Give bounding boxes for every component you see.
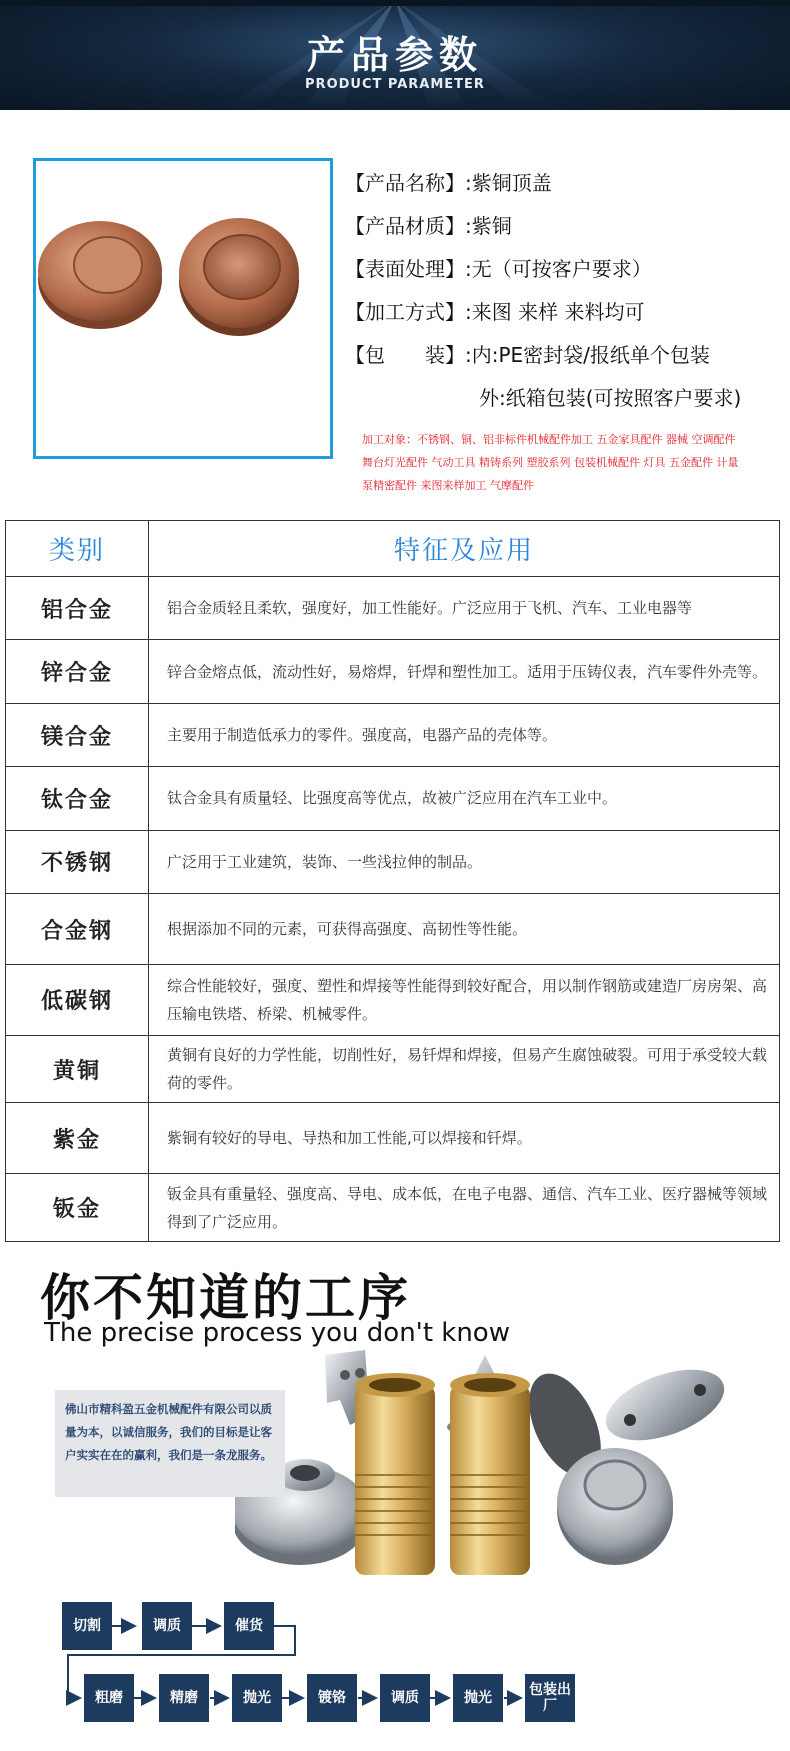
table-row — [6, 894, 780, 965]
category-cell: 钣金 — [6, 1174, 149, 1242]
info-value: :内:PE密封袋/报纸单个包装 — [465, 343, 710, 367]
banner-title: 产品参数 — [306, 33, 483, 77]
description-cell: 主要用于制造低承力的零件。强度高，电器产品的壳体等。 — [149, 703, 780, 766]
description-cell: 综合性能较好，强度、塑性和焊接等性能得到较好配合，用以制作钢筋或建造厂房房架、高压输电铁塔、桥梁、机械零件。 — [149, 964, 780, 1035]
table-row — [6, 767, 780, 830]
info-row-material — [345, 211, 785, 254]
info-row-method — [345, 297, 785, 340]
table-row — [6, 1035, 780, 1103]
step-rough-grind: 粗磨 — [84, 1674, 134, 1722]
step-fine-grind: 精磨 — [159, 1674, 209, 1722]
header-category: 类别 — [6, 521, 149, 577]
banner-subtitle: PRODUCT PARAMETER — [305, 77, 485, 92]
description-cell: 锌合金熔点低，流动性好，易熔焊，钎焊和塑性加工。适用于压铸仪表，汽车零件外壳等。 — [149, 640, 780, 703]
header-feature: 特征及应用 — [149, 521, 780, 577]
info-row-packaging — [345, 340, 785, 383]
description-cell: 紫铜有较好的导电、导热和加工性能,可以焊接和钎焊。 — [149, 1103, 780, 1174]
category-cell: 不锈钢 — [6, 830, 149, 893]
info-value: :无（可按客户要求） — [465, 257, 652, 281]
category-cell: 紫金 — [6, 1103, 149, 1174]
info-row-surface — [345, 254, 785, 297]
step-tempering-2: 调质 — [380, 1674, 430, 1722]
table-row — [6, 577, 780, 640]
company-intro — [55, 1390, 285, 1497]
description-cell: 铝合金质轻且柔软，强度好，加工性能好。广泛应用于飞机、汽车、工业电器等 — [149, 577, 780, 640]
material-table — [5, 520, 780, 1242]
info-value: :来图 来样 来料均可 — [465, 300, 645, 324]
category-cell: 低碳钢 — [6, 964, 149, 1035]
table-row — [6, 830, 780, 893]
step-tempering: 调质 — [142, 1602, 192, 1650]
header-banner — [0, 0, 790, 110]
step-cutting: 切割 — [62, 1602, 112, 1650]
table-row — [6, 640, 780, 703]
category-cell: 铝合金 — [6, 577, 149, 640]
category-cell: 镁合金 — [6, 703, 149, 766]
step-polish: 抛光 — [232, 1674, 282, 1722]
description-cell: 广泛用于工业建筑，装饰、一些浅拉伸的制品。 — [149, 830, 780, 893]
step-expedite: 催货 — [224, 1602, 274, 1650]
info-value: :紫铜顶盖 — [465, 171, 552, 195]
table-row — [6, 964, 780, 1035]
process-subtitle: The precise process you don't know — [44, 1318, 510, 1348]
description-cell: 根据添加不同的元素，可获得高强度、高韧性等性能。 — [149, 894, 780, 965]
product-photo — [33, 158, 333, 459]
table-row — [6, 703, 780, 766]
info-label: 【加工方式】 — [345, 300, 465, 324]
description-cell: 黄铜有良好的力学性能，切削性好，易钎焊和焊接，但易产生腐蚀破裂。可用于承受较大载荷的零件。 — [149, 1035, 780, 1103]
info-value: :紫铜 — [465, 214, 512, 238]
category-cell: 黄铜 — [6, 1035, 149, 1103]
machined-parts-image — [235, 1345, 765, 1590]
process-title: 你不知道的工序 — [40, 1269, 411, 1327]
info-label: 【产品名称】 — [345, 171, 465, 195]
info-label: 【包 装】 — [345, 343, 465, 367]
description-cell: 钛合金具有质量轻、比强度高等优点，故被广泛应用在汽车工业中。 — [149, 767, 780, 830]
step-chrome-plating: 镀铬 — [307, 1674, 357, 1722]
info-row-packaging-outer: 外:纸箱包装(可按照客户要求) — [479, 386, 742, 410]
copper-caps-image — [36, 161, 330, 456]
company-text: 佛山市精科盈五金机械配件有限公司以质量为本，以诚信服务，我们的目标是让客户实实在在的赢利，我们是一条龙服务。 — [65, 1402, 272, 1462]
step-polish-2: 抛光 — [453, 1674, 503, 1722]
category-cell: 锌合金 — [6, 640, 149, 703]
product-info — [345, 168, 785, 426]
category-cell: 合金钢 — [6, 894, 149, 965]
table-row — [6, 1174, 780, 1242]
step-pack-ship: 包装出厂 — [525, 1674, 575, 1722]
table-header-row — [6, 521, 780, 577]
category-cell: 钛合金 — [6, 767, 149, 830]
info-row-name — [345, 168, 785, 211]
info-label: 【产品材质】 — [345, 214, 465, 238]
info-label: 【表面处理】 — [345, 257, 465, 281]
table-row — [6, 1103, 780, 1174]
processing-note: 加工对象：不锈钢、铜、铝非标件机械配件加工 五金家具配件 器械 空调配件 舞台灯光配件 气动工具 精铸系列 塑胶系列 包装机械配件 灯具 五金配件 计量泵精密配件 来图来样加工 气摩配件 — [362, 433, 739, 492]
description-cell: 钣金具有重量轻、强度高、导电、成本低，在电子电器、通信、汽车工业、医疗器械等领域得到了广泛应用。 — [149, 1174, 780, 1242]
